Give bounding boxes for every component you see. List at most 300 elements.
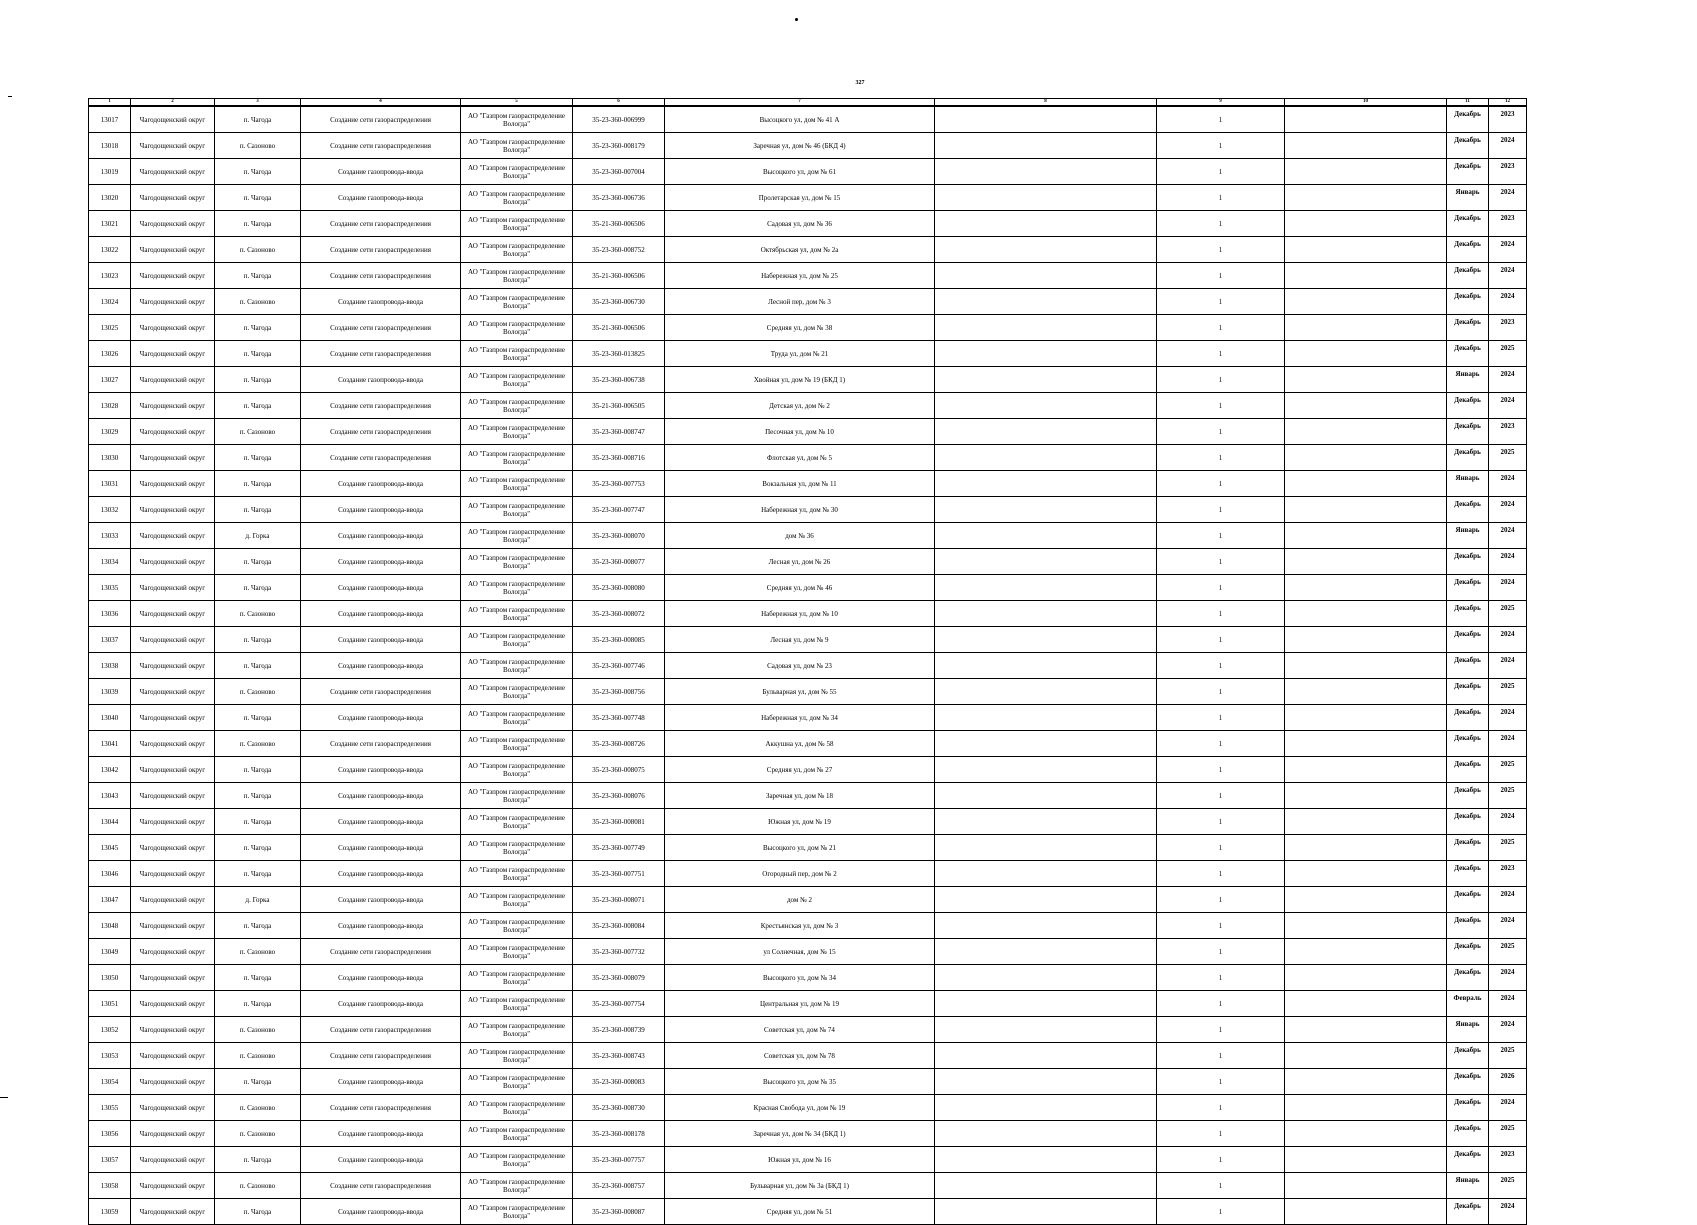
address-cell: Садовая ул, дом № 23 — [665, 653, 935, 679]
empty-cell — [1285, 965, 1447, 991]
settlement-cell: п. Чагода — [215, 393, 301, 419]
row-id-cell: 13030 — [89, 445, 131, 471]
object-code-cell: 35-23-360-007751 — [573, 861, 665, 887]
table-row — [89, 1095, 1527, 1121]
work-type-cell: Создание газопровода-ввода — [301, 809, 461, 835]
district-cell: Чагодощенский округ — [131, 133, 215, 159]
object-code-cell: 35-23-360-008075 — [573, 757, 665, 783]
empty-cell — [1285, 523, 1447, 549]
organization-cell: АО "Газпром газораспределение Вологда" — [461, 731, 573, 757]
address-cell: Труда ул, дом № 21 — [665, 341, 935, 367]
address-cell: Октябрьская ул, дом № 2а — [665, 237, 935, 263]
row-id-cell: 13039 — [89, 679, 131, 705]
empty-cell — [935, 965, 1157, 991]
address-cell: ул Солнечная, дом № 15 — [665, 939, 935, 965]
work-type-cell: Создание газопровода-ввода — [301, 861, 461, 887]
settlement-cell: п. Сазоново — [215, 601, 301, 627]
year-cell: 2025 — [1489, 601, 1527, 627]
table-row — [89, 965, 1527, 991]
table-row — [89, 549, 1527, 575]
work-type-cell: Создание газопровода-ввода — [301, 913, 461, 939]
year-cell: 2024 — [1489, 263, 1527, 289]
settlement-cell: п. Чагода — [215, 757, 301, 783]
month-cell: Декабрь — [1447, 341, 1489, 367]
row-id-cell: 13027 — [89, 367, 131, 393]
district-cell: Чагодощенский округ — [131, 679, 215, 705]
organization-cell: АО "Газпром газораспределение Вологда" — [461, 783, 573, 809]
organization-cell: АО "Газпром газораспределение Вологда" — [461, 471, 573, 497]
year-cell: 2024 — [1489, 731, 1527, 757]
month-cell: Январь — [1447, 1173, 1489, 1199]
quantity-cell: 1 — [1157, 1121, 1285, 1147]
address-cell: Аккушна ул, дом № 58 — [665, 731, 935, 757]
row-id-cell: 13040 — [89, 705, 131, 731]
address-cell: Лесная ул, дом № 26 — [665, 549, 935, 575]
empty-cell — [1285, 627, 1447, 653]
address-cell: Детская ул, дом № 2 — [665, 393, 935, 419]
address-cell: Бульварная ул, дом № 55 — [665, 679, 935, 705]
table-row — [89, 445, 1527, 471]
district-cell: Чагодощенский округ — [131, 965, 215, 991]
quantity-cell: 1 — [1157, 159, 1285, 185]
margin-tick — [8, 96, 12, 97]
district-cell: Чагодощенский округ — [131, 367, 215, 393]
header-row — [89, 99, 1527, 107]
district-cell: Чагодощенский округ — [131, 263, 215, 289]
year-cell: 2025 — [1489, 341, 1527, 367]
quantity-cell: 1 — [1157, 133, 1285, 159]
quantity-cell: 1 — [1157, 913, 1285, 939]
empty-cell — [1285, 913, 1447, 939]
quantity-cell: 1 — [1157, 1095, 1285, 1121]
work-type-cell: Создание газопровода-ввода — [301, 783, 461, 809]
year-cell: 2024 — [1489, 367, 1527, 393]
object-code-cell: 35-23-360-008084 — [573, 913, 665, 939]
month-cell: Декабрь — [1447, 263, 1489, 289]
organization-cell: АО "Газпром газораспределение Вологда" — [461, 393, 573, 419]
month-cell: Декабрь — [1447, 861, 1489, 887]
year-cell: 2023 — [1489, 106, 1527, 133]
settlement-cell: п. Чагода — [215, 653, 301, 679]
month-cell: Декабрь — [1447, 939, 1489, 965]
empty-cell — [1285, 757, 1447, 783]
address-cell: Высоцкого ул, дом № 61 — [665, 159, 935, 185]
address-cell: Центральная ул, дом № 19 — [665, 991, 935, 1017]
address-cell: Высоцкого ул, дом № 35 — [665, 1069, 935, 1095]
district-cell: Чагодощенский округ — [131, 835, 215, 861]
empty-cell — [1285, 1095, 1447, 1121]
district-cell: Чагодощенский округ — [131, 705, 215, 731]
work-type-cell: Создание сети газораспределения — [301, 679, 461, 705]
district-cell: Чагодощенский округ — [131, 861, 215, 887]
table-row — [89, 783, 1527, 809]
table-row — [89, 861, 1527, 887]
table-row — [89, 1043, 1527, 1069]
object-code-cell: 35-23-360-008077 — [573, 549, 665, 575]
empty-cell — [1285, 549, 1447, 575]
empty-cell — [935, 1017, 1157, 1043]
year-cell: 2024 — [1489, 653, 1527, 679]
year-cell: 2025 — [1489, 679, 1527, 705]
address-cell: Средняя ул, дом № 46 — [665, 575, 935, 601]
work-type-cell: Создание сети газораспределения — [301, 1017, 461, 1043]
empty-cell — [1285, 705, 1447, 731]
table-row — [89, 887, 1527, 913]
settlement-cell: п. Сазоново — [215, 237, 301, 263]
address-cell: Набережная ул, дом № 30 — [665, 497, 935, 523]
district-cell: Чагодощенский округ — [131, 445, 215, 471]
empty-cell — [1285, 471, 1447, 497]
margin-mark — [0, 1097, 8, 1098]
address-cell: Песочная ул, дом № 10 — [665, 419, 935, 445]
month-cell: Декабрь — [1447, 653, 1489, 679]
object-code-cell: 35-23-360-006738 — [573, 367, 665, 393]
empty-cell — [935, 419, 1157, 445]
table-row — [89, 1147, 1527, 1173]
month-cell: Декабрь — [1447, 1095, 1489, 1121]
month-cell: Январь — [1447, 523, 1489, 549]
month-cell: Декабрь — [1447, 887, 1489, 913]
object-code-cell: 35-23-360-006999 — [573, 106, 665, 133]
row-id-cell: 13019 — [89, 159, 131, 185]
row-id-cell: 13028 — [89, 393, 131, 419]
month-cell: Декабрь — [1447, 627, 1489, 653]
year-cell: 2024 — [1489, 1095, 1527, 1121]
quantity-cell: 1 — [1157, 1173, 1285, 1199]
col-header: 7 — [665, 99, 935, 107]
organization-cell: АО "Газпром газораспределение Вологда" — [461, 159, 573, 185]
settlement-cell: п. Чагода — [215, 835, 301, 861]
row-id-cell: 13047 — [89, 887, 131, 913]
month-cell: Декабрь — [1447, 1147, 1489, 1173]
year-cell: 2023 — [1489, 211, 1527, 237]
object-code-cell: 35-23-360-008739 — [573, 1017, 665, 1043]
empty-cell — [935, 939, 1157, 965]
organization-cell: АО "Газпром газораспределение Вологда" — [461, 211, 573, 237]
district-cell: Чагодощенский округ — [131, 887, 215, 913]
organization-cell: АО "Газпром газораспределение Вологда" — [461, 861, 573, 887]
work-type-cell: Создание газопровода-ввода — [301, 575, 461, 601]
object-code-cell: 35-23-360-008083 — [573, 1069, 665, 1095]
organization-cell: АО "Газпром газораспределение Вологда" — [461, 653, 573, 679]
table-row — [89, 1199, 1527, 1225]
settlement-cell: п. Чагода — [215, 341, 301, 367]
year-cell: 2024 — [1489, 627, 1527, 653]
quantity-cell: 1 — [1157, 549, 1285, 575]
settlement-cell: п. Чагода — [215, 809, 301, 835]
work-type-cell: Создание газопровода-ввода — [301, 523, 461, 549]
address-cell: Средняя ул, дом № 27 — [665, 757, 935, 783]
organization-cell: АО "Газпром газораспределение Вологда" — [461, 523, 573, 549]
empty-cell — [1285, 653, 1447, 679]
year-cell: 2026 — [1489, 1069, 1527, 1095]
organization-cell: АО "Газпром газораспределение Вологда" — [461, 549, 573, 575]
year-cell: 2023 — [1489, 861, 1527, 887]
object-code-cell: 35-23-360-007746 — [573, 653, 665, 679]
month-cell: Декабрь — [1447, 1043, 1489, 1069]
organization-cell: АО "Газпром газораспределение Вологда" — [461, 263, 573, 289]
work-type-cell: Создание сети газораспределения — [301, 731, 461, 757]
district-cell: Чагодощенский округ — [131, 1199, 215, 1225]
address-cell: Высоцкого ул, дом № 21 — [665, 835, 935, 861]
empty-cell — [935, 1095, 1157, 1121]
address-cell: Заречная ул, дом № 46 (БКД 4) — [665, 133, 935, 159]
table-row — [89, 419, 1527, 445]
organization-cell: АО "Газпром газораспределение Вологда" — [461, 419, 573, 445]
object-code-cell: 35-23-360-007747 — [573, 497, 665, 523]
organization-cell: АО "Газпром газораспределение Вологда" — [461, 575, 573, 601]
work-type-cell: Создание газопровода-ввода — [301, 601, 461, 627]
object-code-cell: 35-23-360-008743 — [573, 1043, 665, 1069]
work-type-cell: Создание газопровода-ввода — [301, 757, 461, 783]
work-type-cell: Создание газопровода-ввода — [301, 705, 461, 731]
month-cell: Декабрь — [1447, 211, 1489, 237]
address-cell: Лесной пер, дом № 3 — [665, 289, 935, 315]
table-row — [89, 1121, 1527, 1147]
year-cell: 2024 — [1489, 913, 1527, 939]
settlement-cell: п. Сазоново — [215, 289, 301, 315]
month-cell: Декабрь — [1447, 601, 1489, 627]
organization-cell: АО "Газпром газораспределение Вологда" — [461, 367, 573, 393]
empty-cell — [1285, 497, 1447, 523]
work-type-cell: Создание газопровода-ввода — [301, 627, 461, 653]
quantity-cell: 1 — [1157, 887, 1285, 913]
empty-cell — [935, 1147, 1157, 1173]
empty-cell — [935, 523, 1157, 549]
year-cell: 2024 — [1489, 705, 1527, 731]
row-id-cell: 13020 — [89, 185, 131, 211]
empty-cell — [935, 1121, 1157, 1147]
work-type-cell: Создание сети газораспределения — [301, 1095, 461, 1121]
organization-cell: АО "Газпром газораспределение Вологда" — [461, 445, 573, 471]
district-cell: Чагодощенский округ — [131, 783, 215, 809]
district-cell: Чагодощенский округ — [131, 731, 215, 757]
row-id-cell: 13042 — [89, 757, 131, 783]
district-cell: Чагодощенский округ — [131, 237, 215, 263]
work-type-cell: Создание газопровода-ввода — [301, 185, 461, 211]
object-code-cell: 35-23-360-008756 — [573, 679, 665, 705]
empty-cell — [935, 237, 1157, 263]
settlement-cell: п. Чагода — [215, 367, 301, 393]
quantity-cell: 1 — [1157, 185, 1285, 211]
year-cell: 2025 — [1489, 835, 1527, 861]
object-code-cell: 35-23-360-007754 — [573, 991, 665, 1017]
empty-cell — [935, 263, 1157, 289]
address-cell: Набережная ул, дом № 10 — [665, 601, 935, 627]
row-id-cell: 13045 — [89, 835, 131, 861]
quantity-cell: 1 — [1157, 497, 1285, 523]
table-row — [89, 991, 1527, 1017]
settlement-cell: п. Чагода — [215, 315, 301, 341]
col-header: 5 — [461, 99, 573, 107]
object-code-cell: 35-23-360-006736 — [573, 185, 665, 211]
object-code-cell: 35-23-360-008079 — [573, 965, 665, 991]
object-code-cell: 35-23-360-008179 — [573, 133, 665, 159]
row-id-cell: 13033 — [89, 523, 131, 549]
work-type-cell: Создание сети газораспределения — [301, 315, 461, 341]
address-cell: Вокзальная ул, дом № 11 — [665, 471, 935, 497]
empty-cell — [935, 393, 1157, 419]
work-type-cell: Создание сети газораспределения — [301, 393, 461, 419]
month-cell: Декабрь — [1447, 679, 1489, 705]
month-cell: Декабрь — [1447, 159, 1489, 185]
settlement-cell: п. Сазоново — [215, 133, 301, 159]
object-code-cell: 35-23-360-008730 — [573, 1095, 665, 1121]
table-row — [89, 341, 1527, 367]
district-cell: Чагодощенский округ — [131, 1069, 215, 1095]
table-row — [89, 835, 1527, 861]
settlement-cell: п. Чагода — [215, 575, 301, 601]
work-type-cell: Создание сети газораспределения — [301, 106, 461, 133]
settlement-cell: п. Чагода — [215, 497, 301, 523]
month-cell: Декабрь — [1447, 133, 1489, 159]
quantity-cell: 1 — [1157, 783, 1285, 809]
table-row — [89, 159, 1527, 185]
district-cell: Чагодощенский округ — [131, 1095, 215, 1121]
month-cell: Декабрь — [1447, 913, 1489, 939]
quantity-cell: 1 — [1157, 965, 1285, 991]
district-cell: Чагодощенский округ — [131, 757, 215, 783]
month-cell: Декабрь — [1447, 705, 1489, 731]
row-id-cell: 13038 — [89, 653, 131, 679]
object-code-cell: 35-23-360-007757 — [573, 1147, 665, 1173]
month-cell: Декабрь — [1447, 757, 1489, 783]
district-cell: Чагодощенский округ — [131, 497, 215, 523]
empty-cell — [1285, 731, 1447, 757]
empty-cell — [935, 809, 1157, 835]
empty-cell — [935, 783, 1157, 809]
object-code-cell: 35-23-360-008752 — [573, 237, 665, 263]
address-cell: Южная ул, дом № 16 — [665, 1147, 935, 1173]
row-id-cell: 13017 — [89, 106, 131, 133]
table-row — [89, 653, 1527, 679]
settlement-cell: п. Чагода — [215, 627, 301, 653]
month-cell: Декабрь — [1447, 289, 1489, 315]
quantity-cell: 1 — [1157, 419, 1285, 445]
month-cell: Декабрь — [1447, 106, 1489, 133]
address-cell: Южная ул, дом № 19 — [665, 809, 935, 835]
quantity-cell: 1 — [1157, 835, 1285, 861]
quantity-cell: 1 — [1157, 315, 1285, 341]
settlement-cell: п. Чагода — [215, 263, 301, 289]
work-type-cell: Создание сети газораспределения — [301, 419, 461, 445]
month-cell: Февраль — [1447, 991, 1489, 1017]
month-cell: Декабрь — [1447, 575, 1489, 601]
table-row — [89, 705, 1527, 731]
organization-cell: АО "Газпром газораспределение Вологда" — [461, 991, 573, 1017]
district-cell: Чагодощенский округ — [131, 341, 215, 367]
organization-cell: АО "Газпром газораспределение Вологда" — [461, 601, 573, 627]
address-cell: Заречная ул, дом № 34 (БКД 1) — [665, 1121, 935, 1147]
organization-cell: АО "Газпром газораспределение Вологда" — [461, 627, 573, 653]
month-cell: Декабрь — [1447, 315, 1489, 341]
empty-cell — [1285, 106, 1447, 133]
empty-cell — [935, 185, 1157, 211]
row-id-cell: 13034 — [89, 549, 131, 575]
empty-cell — [935, 627, 1157, 653]
col-header: 11 — [1447, 99, 1489, 107]
table-row — [89, 1069, 1527, 1095]
quantity-cell: 1 — [1157, 445, 1285, 471]
district-cell: Чагодощенский округ — [131, 419, 215, 445]
object-code-cell: 35-23-360-007748 — [573, 705, 665, 731]
empty-cell — [1285, 289, 1447, 315]
organization-cell: АО "Газпром газораспределение Вологда" — [461, 913, 573, 939]
month-cell: Декабрь — [1447, 783, 1489, 809]
month-cell: Январь — [1447, 185, 1489, 211]
work-type-cell: Создание газопровода-ввода — [301, 159, 461, 185]
empty-cell — [1285, 1121, 1447, 1147]
object-code-cell: 35-23-360-007749 — [573, 835, 665, 861]
row-id-cell: 13059 — [89, 1199, 131, 1225]
empty-cell — [1285, 159, 1447, 185]
empty-cell — [935, 445, 1157, 471]
empty-cell — [1285, 1069, 1447, 1095]
organization-cell: АО "Газпром газораспределение Вологда" — [461, 1199, 573, 1225]
work-type-cell: Создание газопровода-ввода — [301, 991, 461, 1017]
register-table — [88, 98, 1527, 1225]
object-code-cell: 35-23-360-008071 — [573, 887, 665, 913]
settlement-cell: п. Чагода — [215, 1069, 301, 1095]
quantity-cell: 1 — [1157, 809, 1285, 835]
month-cell: Декабрь — [1447, 549, 1489, 575]
empty-cell — [935, 1069, 1157, 1095]
work-type-cell: Создание сети газораспределения — [301, 341, 461, 367]
table-row — [89, 1173, 1527, 1199]
work-type-cell: Создание газопровода-ввода — [301, 1147, 461, 1173]
month-cell: Январь — [1447, 1017, 1489, 1043]
empty-cell — [1285, 419, 1447, 445]
organization-cell: АО "Газпром газораспределение Вологда" — [461, 1017, 573, 1043]
district-cell: Чагодощенский округ — [131, 106, 215, 133]
col-header: 9 — [1157, 99, 1285, 107]
month-cell: Декабрь — [1447, 731, 1489, 757]
scan-speck — [795, 18, 798, 21]
year-cell: 2024 — [1489, 133, 1527, 159]
settlement-cell: п. Сазоново — [215, 1043, 301, 1069]
settlement-cell: п. Чагода — [215, 1147, 301, 1173]
month-cell: Декабрь — [1447, 809, 1489, 835]
row-id-cell: 13036 — [89, 601, 131, 627]
district-cell: Чагодощенский округ — [131, 913, 215, 939]
year-cell: 2024 — [1489, 887, 1527, 913]
table-row — [89, 1017, 1527, 1043]
settlement-cell: п. Чагода — [215, 783, 301, 809]
district-cell: Чагодощенский округ — [131, 549, 215, 575]
month-cell: Январь — [1447, 367, 1489, 393]
quantity-cell: 1 — [1157, 1069, 1285, 1095]
row-id-cell: 13054 — [89, 1069, 131, 1095]
year-cell: 2024 — [1489, 1199, 1527, 1225]
table-row — [89, 471, 1527, 497]
quantity-cell: 1 — [1157, 1017, 1285, 1043]
work-type-cell: Создание газопровода-ввода — [301, 497, 461, 523]
year-cell: 2024 — [1489, 185, 1527, 211]
empty-cell — [935, 913, 1157, 939]
empty-cell — [1285, 445, 1447, 471]
organization-cell: АО "Газпром газораспределение Вологда" — [461, 1121, 573, 1147]
empty-cell — [935, 549, 1157, 575]
empty-cell — [1285, 809, 1447, 835]
object-code-cell: 35-21-360-006505 — [573, 393, 665, 419]
organization-cell: АО "Газпром газораспределение Вологда" — [461, 341, 573, 367]
district-cell: Чагодощенский округ — [131, 1121, 215, 1147]
month-cell: Январь — [1447, 471, 1489, 497]
col-header: 8 — [935, 99, 1157, 107]
year-cell: 2025 — [1489, 783, 1527, 809]
empty-cell — [1285, 575, 1447, 601]
row-id-cell: 13048 — [89, 913, 131, 939]
